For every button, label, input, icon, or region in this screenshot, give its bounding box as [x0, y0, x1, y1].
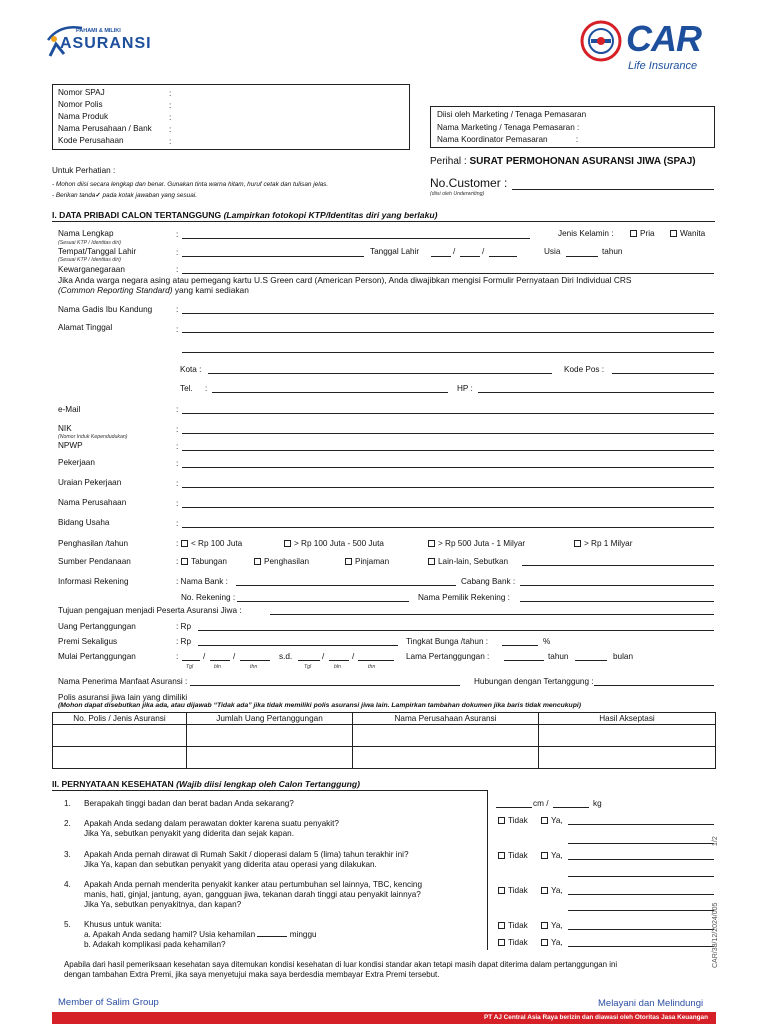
kode-pos-label: Kode Pos : — [564, 365, 605, 374]
usia-label: Usia — [544, 247, 561, 256]
tujuan-field[interactable] — [270, 614, 714, 615]
section1-title: I. DATA PRIBADI CALON TERTANGGUNG (Lampirkan fotokopi KTP/Identitas diri yang berlaku) — [52, 210, 438, 220]
car-logo — [580, 20, 720, 75]
q5a-tidak[interactable]: Tidak — [498, 921, 528, 930]
kode-pos-field[interactable] — [612, 373, 714, 374]
question-5-number: 5. — [64, 920, 71, 929]
q3-answer-field[interactable] — [568, 859, 714, 860]
tempat-lahir-field[interactable] — [182, 256, 364, 257]
q5b-answer-field[interactable] — [568, 946, 714, 947]
q5b-ya[interactable]: Ya, — [541, 938, 563, 947]
uraian-field[interactable] — [182, 487, 714, 488]
uraian-label: Uraian Pekerjaan — [58, 478, 122, 487]
q3-tidak[interactable]: Tidak — [498, 851, 528, 860]
footer-bar-text: PT AJ Central Asia Raya berizin dan diawasi oleh Otoritas Jasa Keuangan — [484, 1014, 708, 1021]
q4-answer-field[interactable] — [568, 894, 714, 895]
no-rekening-label: No. Rekening : — [181, 593, 236, 602]
section2-title: II. PERNYATAAN KESEHATAN (Wajib diisi lengkap oleh Calon Tertanggung) — [52, 779, 360, 789]
akhir-thn-hint: thn — [368, 664, 376, 670]
tgl-lahir-month[interactable] — [460, 256, 480, 257]
logo-word: ASURANSI — [60, 35, 152, 52]
info-row-produk: Nama Produk — [58, 112, 109, 121]
table-header: Jumlah Uang Pertanggungan — [187, 713, 353, 725]
nama-bank-field[interactable] — [236, 585, 456, 586]
info-row-kode: Kode Perusahaan — [58, 136, 124, 145]
nama-lengkap-note: (Sesuai KTP / Identitas diri) — [58, 240, 121, 246]
sumber-option-tabungan[interactable]: Tabungan — [181, 557, 227, 566]
nik-note: (Nomor Induk Kependudukan) — [58, 434, 128, 440]
sd-label: s.d. — [279, 652, 293, 661]
alamat-field-2[interactable] — [182, 352, 714, 353]
mulai-label: Mulai Pertanggungan — [58, 652, 136, 661]
q3-answer-field-bottom[interactable] — [568, 876, 714, 877]
hubungan-label: Hubungan dengan Tertanggung : — [474, 677, 594, 686]
info-row-polis: Nomor Polis — [58, 100, 103, 109]
cabang-label: Cabang Bank : — [461, 577, 516, 586]
marketing-box — [430, 106, 715, 148]
premi-currency: : Rp — [176, 637, 192, 646]
wanita-checkbox[interactable]: Wanita — [670, 229, 705, 238]
premi-label: Premi Sekaligus — [58, 637, 118, 646]
sumber-lain-field[interactable] — [522, 565, 714, 566]
penghasilan-option-2[interactable]: > Rp 100 Juta - 500 Juta — [284, 539, 384, 548]
notice-line-2: - Berikan tanda✓ pada kotak jawaban yang sesuai. — [52, 192, 197, 199]
mulai-year[interactable] — [240, 660, 270, 661]
q5a-ya[interactable]: Ya, — [541, 921, 563, 930]
pemilik-field[interactable] — [520, 601, 714, 602]
alamat-label: Alamat Tinggal — [58, 323, 113, 332]
notice-title: Untuk Perhatian : — [52, 166, 116, 175]
q5a-answer-field[interactable] — [568, 929, 714, 930]
kewarganegaraan-label: Kewarganegaraan — [58, 265, 125, 274]
tgl-lahir-year[interactable] — [489, 256, 517, 257]
berat-field[interactable] — [553, 807, 589, 808]
crs-line-2: (Common Reporting Standard) yang kami sediakan — [58, 285, 249, 295]
npwp-label: NPWP — [58, 441, 83, 450]
hubungan-field[interactable] — [594, 685, 714, 686]
penghasilan-option-3[interactable]: > Rp 500 Juta - 1 Milyar — [428, 539, 525, 548]
mulai-day[interactable] — [182, 660, 200, 661]
table-row — [53, 747, 716, 769]
no-customer-field[interactable] — [512, 189, 714, 190]
form-code: CAR/38/12/2024/005 — [712, 902, 719, 968]
lama-tahun-unit: tahun — [548, 652, 569, 661]
hp-field[interactable] — [478, 392, 714, 393]
sumber-label: Sumber Pendanaan — [58, 557, 131, 566]
lama-label: Lama Pertanggungan : — [406, 652, 490, 661]
no-customer-note: (diisi oleh Underwriting) — [430, 191, 485, 197]
akhir-bln-hint: bln — [334, 664, 341, 670]
kota-label: Kota : — [180, 365, 202, 374]
kota-field[interactable] — [208, 373, 552, 374]
nik-label: NIK — [58, 424, 72, 433]
penghasilan-label: Penghasilan /tahun — [58, 539, 129, 548]
marketing-name-label: Nama Marketing / Tenaga Pemasaran : — [437, 123, 580, 132]
bunga-unit: % — [543, 637, 551, 646]
usia-field[interactable] — [566, 256, 598, 257]
up-field[interactable] — [198, 630, 714, 631]
question-4-number: 4. — [64, 880, 71, 889]
q4-answer-field-bottom[interactable] — [568, 910, 714, 911]
kewarganegaraan-field[interactable] — [182, 273, 714, 274]
q5b-tidak[interactable]: Tidak — [498, 938, 528, 947]
gadis-label: Nama Gadis Ibu Kandung — [58, 305, 153, 314]
info-row-spaj: Nomor SPAJ — [58, 88, 105, 97]
tujuan-label: Tujuan pengajuan menjadi Peserta Asuransi Jiwa : — [58, 606, 242, 615]
table-header: Hasil Akseptasi — [539, 713, 716, 725]
perusahaan-label: Nama Perusahaan — [58, 498, 127, 507]
alamat-field-1[interactable] — [182, 332, 714, 333]
q4-tidak[interactable]: Tidak — [498, 886, 528, 895]
penerima-label: Nama Penerima Manfaat Asuransi : — [58, 677, 188, 686]
marketing-coordinator-label: Nama Koordinator Pemasaran : — [437, 135, 579, 144]
perihal: Perihal : SURAT PERMOHONAN ASURANSI JIWA (SPAJ) — [430, 156, 696, 167]
bunga-label: Tingkat Bunga /tahun : — [406, 637, 489, 646]
question-3: Apakah Anda pernah dirawat di Rumah Sakit / dioperasi dalam 5 (lima) tahun terakhir ini? Jika Ya, kapan dan sebutkan penyakit yang diderita atau operasi yang dilakukan. — [84, 850, 409, 869]
usia-unit: tahun — [602, 247, 623, 256]
email-field[interactable] — [182, 413, 714, 414]
table-cell[interactable] — [539, 725, 716, 747]
lama-tahun-field[interactable] — [504, 660, 544, 661]
tempat-lahir-note: (Sesuai KTP / Identitas diri) — [58, 257, 121, 263]
table-header: Nama Perusahaan Asuransi — [353, 713, 539, 725]
bunga-field[interactable] — [502, 645, 538, 646]
crs-line-1: Jika Anda warga negara asing atau pemegang kartu U.S Green card (American Person), Anda diwajibkan mengisi Formulir Pernyataan Diri Individual CRS — [58, 275, 632, 285]
tinggi-unit: cm / — [533, 799, 549, 808]
penerima-field[interactable] — [190, 685, 460, 686]
car-emblem-icon — [580, 20, 622, 62]
table-cell[interactable] — [353, 747, 539, 769]
no-rekening-field[interactable] — [237, 601, 409, 602]
table-row — [53, 725, 716, 747]
q3-ya[interactable]: Ya, — [541, 851, 563, 860]
table-cell[interactable] — [53, 747, 187, 769]
penghasilan-option-1[interactable]: < Rp 100 Juta — [181, 539, 242, 548]
tel-label: Tel. : — [180, 384, 208, 393]
pria-checkbox[interactable]: Pria — [630, 229, 655, 238]
info-box: Nomor SPAJ Nomor Polis Nama Produk Nama Perusahaan / Bank Kode Perusahaan : : : : : — [52, 84, 410, 150]
mulai-bln-hint: bln — [214, 664, 221, 670]
question-2: Apakah Anda sedang dalam perawatan dokter karena suatu penyakit? Jika Ya, sebutkan penyakit yang diderita dan sejak kapan. — [84, 819, 339, 838]
asuransi-logo — [46, 22, 152, 62]
sumber-option-pinjaman[interactable]: Pinjaman — [345, 557, 389, 566]
brand-name: CAR — [626, 18, 701, 59]
q2-ya[interactable]: Ya, — [541, 816, 563, 825]
email-label: e-Mail — [58, 405, 81, 414]
table-header-row — [53, 713, 716, 725]
footer-left: Member of Salim Group — [58, 997, 159, 1008]
brand-sub: Life Insurance — [628, 60, 698, 72]
akhir-month[interactable] — [329, 660, 349, 661]
extra-premi-note: Apabila dari hasil pemeriksaan kesehatan saya ditemukan kondisi kesehatan di luar kondisi standar akan tetapi masih dapat diterima dalam pertanggungan ini dengan tambahan Extra Premi, jika saya menyetujui maka saya berdesdia membayar Extra Premi tersebut. — [64, 960, 618, 979]
tanggal-lahir-label: Tanggal Lahir — [370, 247, 420, 256]
polis-lain-note: (Mohon dapat disebutkan jika ada, atau dijawab “Tidak ada” jika tidak memiliki polis asuransi jiwa lain. Lampirkan tambahan dokumen jika baris tidak mencukupi) — [58, 702, 582, 709]
table-cell[interactable] — [187, 747, 353, 769]
akhir-year[interactable] — [358, 660, 394, 661]
bidang-label: Bidang Usaha — [58, 518, 110, 527]
notice-line-1: - Mohon diisi secara lengkap dan benar. Gunakan tinta warna hitam, huruf cetak dan tulisan jelas. — [52, 181, 329, 188]
berat-unit: kg — [593, 799, 602, 808]
question-3-number: 3. — [64, 850, 71, 859]
gadis-field[interactable] — [182, 313, 714, 314]
akhir-day[interactable] — [298, 660, 320, 661]
q2-tidak[interactable]: Tidak — [498, 816, 528, 825]
lama-bulan-field[interactable] — [575, 660, 607, 661]
table-cell[interactable] — [539, 747, 716, 769]
nik-field[interactable] — [182, 433, 714, 434]
table-header: No. Polis / Jenis Asuransi — [53, 713, 187, 725]
question-5a: a. Apakah Anda sedang hamil? Usia kehamilan minggu — [84, 930, 317, 939]
answer-divider — [487, 790, 488, 950]
up-label: Uang Pertanggungan — [58, 622, 136, 631]
table-cell[interactable] — [53, 725, 187, 747]
rekening-label: Informasi Rekening — [58, 577, 129, 586]
logo-tag: PAHAMI & MILIKI — [76, 28, 121, 34]
footer-right: Melayani dan Melindungi — [598, 998, 704, 1009]
premi-field[interactable] — [198, 645, 398, 646]
lama-bulan-unit: bulan — [613, 652, 634, 661]
jenis-kelamin-label: Jenis Kelamin : — [558, 229, 614, 238]
q4-ya[interactable]: Ya, — [541, 886, 563, 895]
hp-label: HP : — [457, 384, 473, 393]
no-customer-label: No.Customer : — [430, 176, 508, 190]
cabang-field[interactable] — [520, 585, 714, 586]
npwp-field[interactable] — [182, 450, 714, 451]
pekerjaan-label: Pekerjaan — [58, 458, 95, 467]
nama-bank-label: : Nama Bank : — [176, 577, 228, 586]
mulai-tgl-hint: Tgl — [186, 664, 194, 670]
sumber-option-penghasilan[interactable]: Penghasilan — [254, 557, 309, 566]
sumber-option-lain[interactable]: Lain-lain, Sebutkan — [428, 557, 508, 566]
info-row-perusahaan: Nama Perusahaan / Bank — [58, 124, 152, 133]
check-icon: ✓ — [95, 192, 101, 199]
marketing-title: Diisi oleh Marketing / Tenaga Pemasaran — [437, 110, 587, 119]
pemilik-label: Nama Pemilik Rekening : — [418, 593, 510, 602]
question-1: Berapakah tinggi badan dan berat badan Anda sekarang? — [84, 799, 294, 808]
tinggi-field[interactable] — [496, 807, 532, 808]
footer-bar — [52, 1012, 716, 1024]
page-number: 1/2 — [712, 836, 719, 846]
question-1-number: 1. — [64, 799, 71, 808]
q3-answer-field-top[interactable] — [568, 843, 714, 844]
section1-rule — [52, 221, 715, 222]
q2-answer-field[interactable] — [568, 824, 714, 825]
question-4: Apakah Anda pernah menderita penyakit kanker atau pertumbuhan sel lainnya, TBC, kencing manis, hati, ginjal, jantung, ayan, gangguan jiwa, tekanan darah tinggi atau penyakit lainnya? Jika Ya, sebutkan penyakitnya, dan kapan? — [84, 880, 423, 909]
table-cell[interactable] — [187, 725, 353, 747]
bidang-field[interactable] — [182, 527, 714, 528]
penghasilan-option-4[interactable]: > Rp 1 Milyar — [574, 539, 632, 548]
akhir-tgl-hint: Tgl — [304, 664, 312, 670]
tel-field[interactable] — [212, 392, 448, 393]
polis-lain-table — [52, 712, 716, 769]
nama-lengkap-field[interactable] — [182, 238, 530, 239]
question-5b: b. Adakah komplikasi pada kehamilan? — [84, 940, 226, 949]
mulai-thn-hint: thn — [250, 664, 258, 670]
pekerjaan-field[interactable] — [182, 467, 714, 468]
section2-rule — [52, 790, 487, 791]
nama-lengkap-label: Nama Lengkap — [58, 229, 114, 238]
table-cell[interactable] — [353, 725, 539, 747]
question-2-number: 2. — [64, 819, 71, 828]
tgl-lahir-day[interactable] — [431, 256, 451, 257]
mulai-month[interactable] — [210, 660, 230, 661]
question-5-title: Khusus untuk wanita: — [84, 920, 162, 929]
polis-lain-label: Polis asuransi jiwa lain yang dimiliki — [58, 693, 188, 702]
tempat-lahir-label: Tempat/Tanggal Lahir — [58, 247, 137, 256]
up-currency: : Rp — [176, 622, 192, 631]
perusahaan-field[interactable] — [182, 507, 714, 508]
